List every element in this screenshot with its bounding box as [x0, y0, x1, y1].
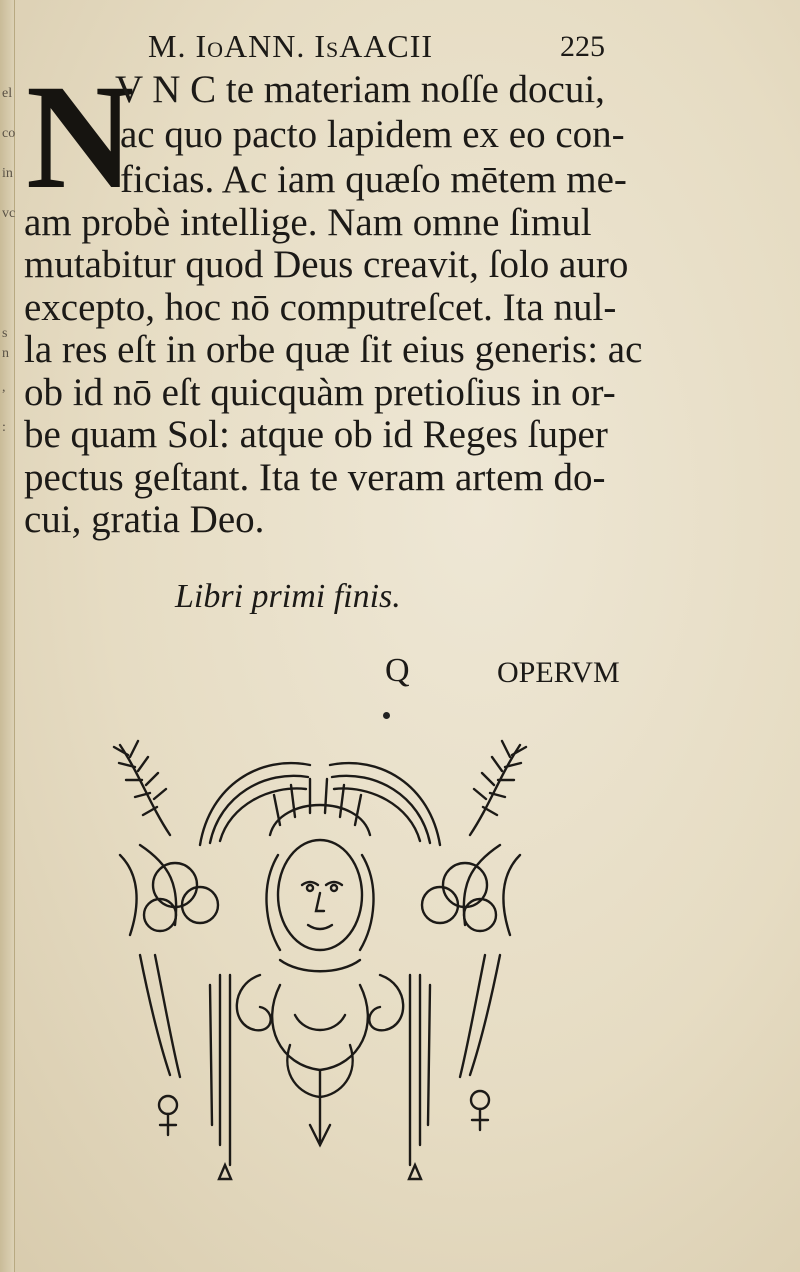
margin-fragment: in: [2, 166, 13, 181]
margin-fragment: n: [2, 346, 9, 361]
text-line: mutabitur quod Deus creavit, ſolo auro: [24, 243, 629, 286]
text-line: ac quo pacto lapidem ex eo con-: [120, 113, 625, 156]
text-line: excepto, hoc nō computreſcet. Ita nul-: [24, 286, 617, 329]
explicit-line: Libri primi finis.: [175, 578, 401, 615]
text-line: be quam Sol: atque ob id Reges ſuper: [24, 413, 608, 456]
signature-mark: Q: [385, 652, 410, 689]
margin-fragment: s: [2, 326, 8, 341]
drop-cap: N: [26, 54, 135, 220]
margin-fragment: co: [2, 126, 16, 141]
running-head: M. IoANN. IsAACII: [148, 28, 434, 64]
catchword: OPERVM: [497, 656, 620, 689]
margin-fragment: :: [2, 420, 6, 435]
text-line: pectus geſtant. Ita te veram artem do-: [24, 456, 606, 499]
text-line: am probè intellige. Nam omne ſimul: [24, 201, 592, 244]
text-line: V N C te materiam noſſe docui,: [115, 68, 605, 111]
margin-fragment: vc: [2, 206, 16, 221]
margin-fragment: el: [2, 86, 13, 101]
page-number: 225: [560, 30, 605, 63]
text-line: la res eſt in orbe quæ ſit eius generis: ac: [24, 328, 643, 371]
page-gutter: [0, 0, 15, 1272]
text-line: ob id nō eſt quicquàm pretioſius in or-: [24, 371, 616, 414]
text-line: cui, gratia Deo.: [24, 498, 265, 541]
text-line: ficias. Ac iam quæſo mētem me-: [120, 158, 627, 201]
margin-fragment: ,: [2, 380, 6, 395]
ink-dot: [383, 712, 390, 719]
woodcut-ornament-icon: [80, 725, 560, 1185]
